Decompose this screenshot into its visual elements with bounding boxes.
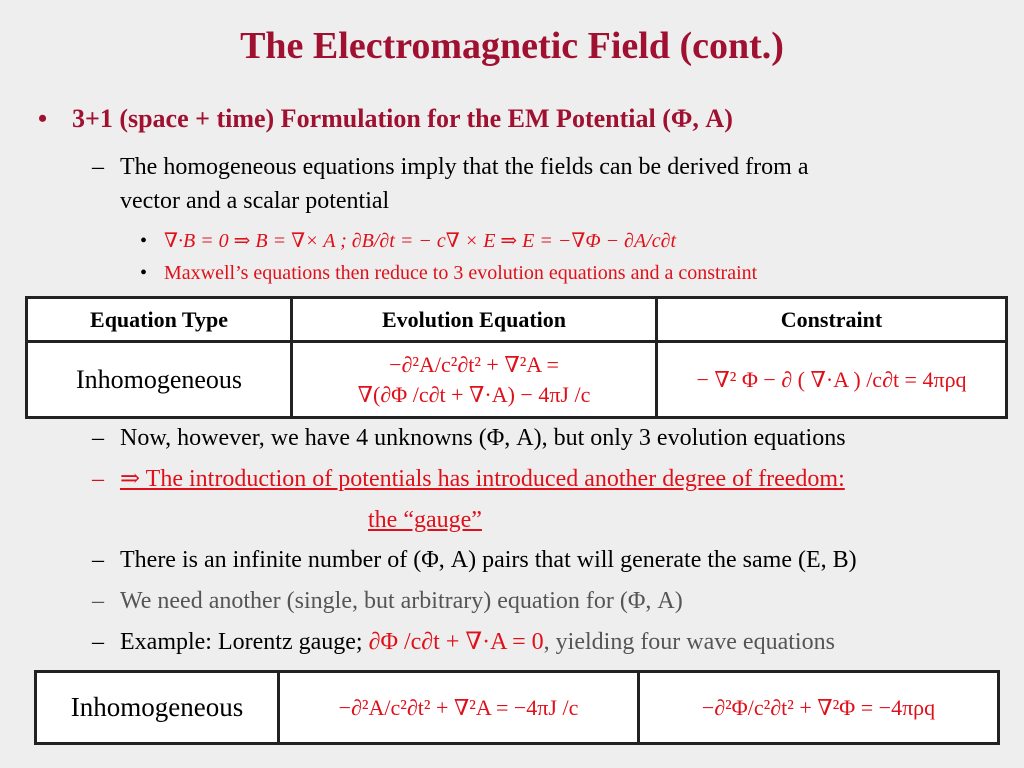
- maxwell-reduction: [140, 262, 757, 285]
- dash-marker: –: [92, 154, 104, 180]
- dash-marker: –: [92, 425, 104, 451]
- bullet-marker: •: [38, 104, 48, 133]
- row-type-inhomogeneous: Inhomogeneous: [27, 342, 292, 418]
- wave-equation-A: −∂²A/c²∂t² + ∇²A = −4πJ /c: [279, 672, 639, 744]
- lorentz-condition: ∂Φ /c∂t + ∇·A = 0: [368, 629, 544, 655]
- header-evolution-equation: Evolution Equation: [292, 298, 657, 342]
- slide-title: The Electromagnetic Field (cont.): [240, 25, 784, 67]
- sub-bullet-another-equation: [92, 584, 683, 618]
- equation-table: [25, 296, 1008, 419]
- gauge-line2-wrap: [368, 503, 482, 537]
- constraint-cell: − ∇² Φ − ∂ ( ∇·A ) /c∂t = 4πρq: [657, 342, 1007, 418]
- dash-marker: –: [92, 466, 104, 492]
- potential-equations: [140, 228, 676, 253]
- homogeneous-line2: vector and a scalar potential: [120, 188, 390, 214]
- another-equation-text: We need another (single, but arbitrary) equation for (Φ, A): [120, 588, 683, 614]
- evolution-equation-cell: [292, 342, 657, 418]
- main-bullet-text: 3+1 (space + time) Formulation for the EM Potential (Φ, A): [72, 104, 733, 133]
- sub-bullet-unknowns: [92, 421, 846, 455]
- gauge-line2: the “gauge”: [368, 507, 482, 533]
- dash-marker: –: [92, 629, 104, 655]
- wave-equation-table: [34, 670, 1000, 745]
- lorentz-text-a: Example: Lorentz gauge;: [120, 629, 369, 655]
- sub-bullet-lorentz: [92, 625, 835, 659]
- potential-equations-text: ∇·B = 0 ⇒ B = ∇× A ; ∂B/∂t = − c∇ × E ⇒ E = −∇Φ − ∂A/c∂t: [164, 230, 677, 252]
- gauge-line1: ⇒ The introduction of potentials has introduced another degree of freedom:: [120, 466, 845, 492]
- header-equation-type: Equation Type: [27, 298, 292, 342]
- bullet-marker: •: [140, 230, 148, 252]
- infinite-pairs-text: There is an infinite number of (Φ, A) pairs that will generate the same (E, B): [120, 547, 857, 573]
- dash-marker: –: [92, 547, 104, 573]
- main-bullet: [38, 104, 733, 134]
- wave-equation-phi: −∂²Φ/c²∂t² + ∇²Φ = −4πρq: [639, 672, 999, 744]
- sub-bullet-gauge: [92, 462, 845, 496]
- maxwell-reduction-text: Maxwell’s equations then reduce to 3 evolution equations and a constraint: [164, 262, 758, 284]
- homogeneous-line1: The homogeneous equations imply that the fields can be derived from a: [120, 154, 809, 180]
- dash-marker: –: [92, 588, 104, 614]
- sub-bullet-infinite-pairs: [92, 543, 857, 577]
- row-type-inhomogeneous: Inhomogeneous: [36, 672, 279, 744]
- evolution-line1: −∂²A/c²∂t² + ∇²A =: [389, 351, 559, 377]
- sub-bullet-homogeneous: [92, 150, 809, 214]
- evolution-line2: ∇(∂Φ /c∂t + ∇·A) − 4πJ /c: [357, 381, 591, 407]
- bullet-marker: •: [140, 262, 148, 284]
- header-constraint: Constraint: [657, 298, 1007, 342]
- unknowns-text: Now, however, we have 4 unknowns (Φ, A), but only 3 evolution equations: [120, 425, 846, 451]
- lorentz-text-c: , yielding four wave equations: [543, 629, 835, 655]
